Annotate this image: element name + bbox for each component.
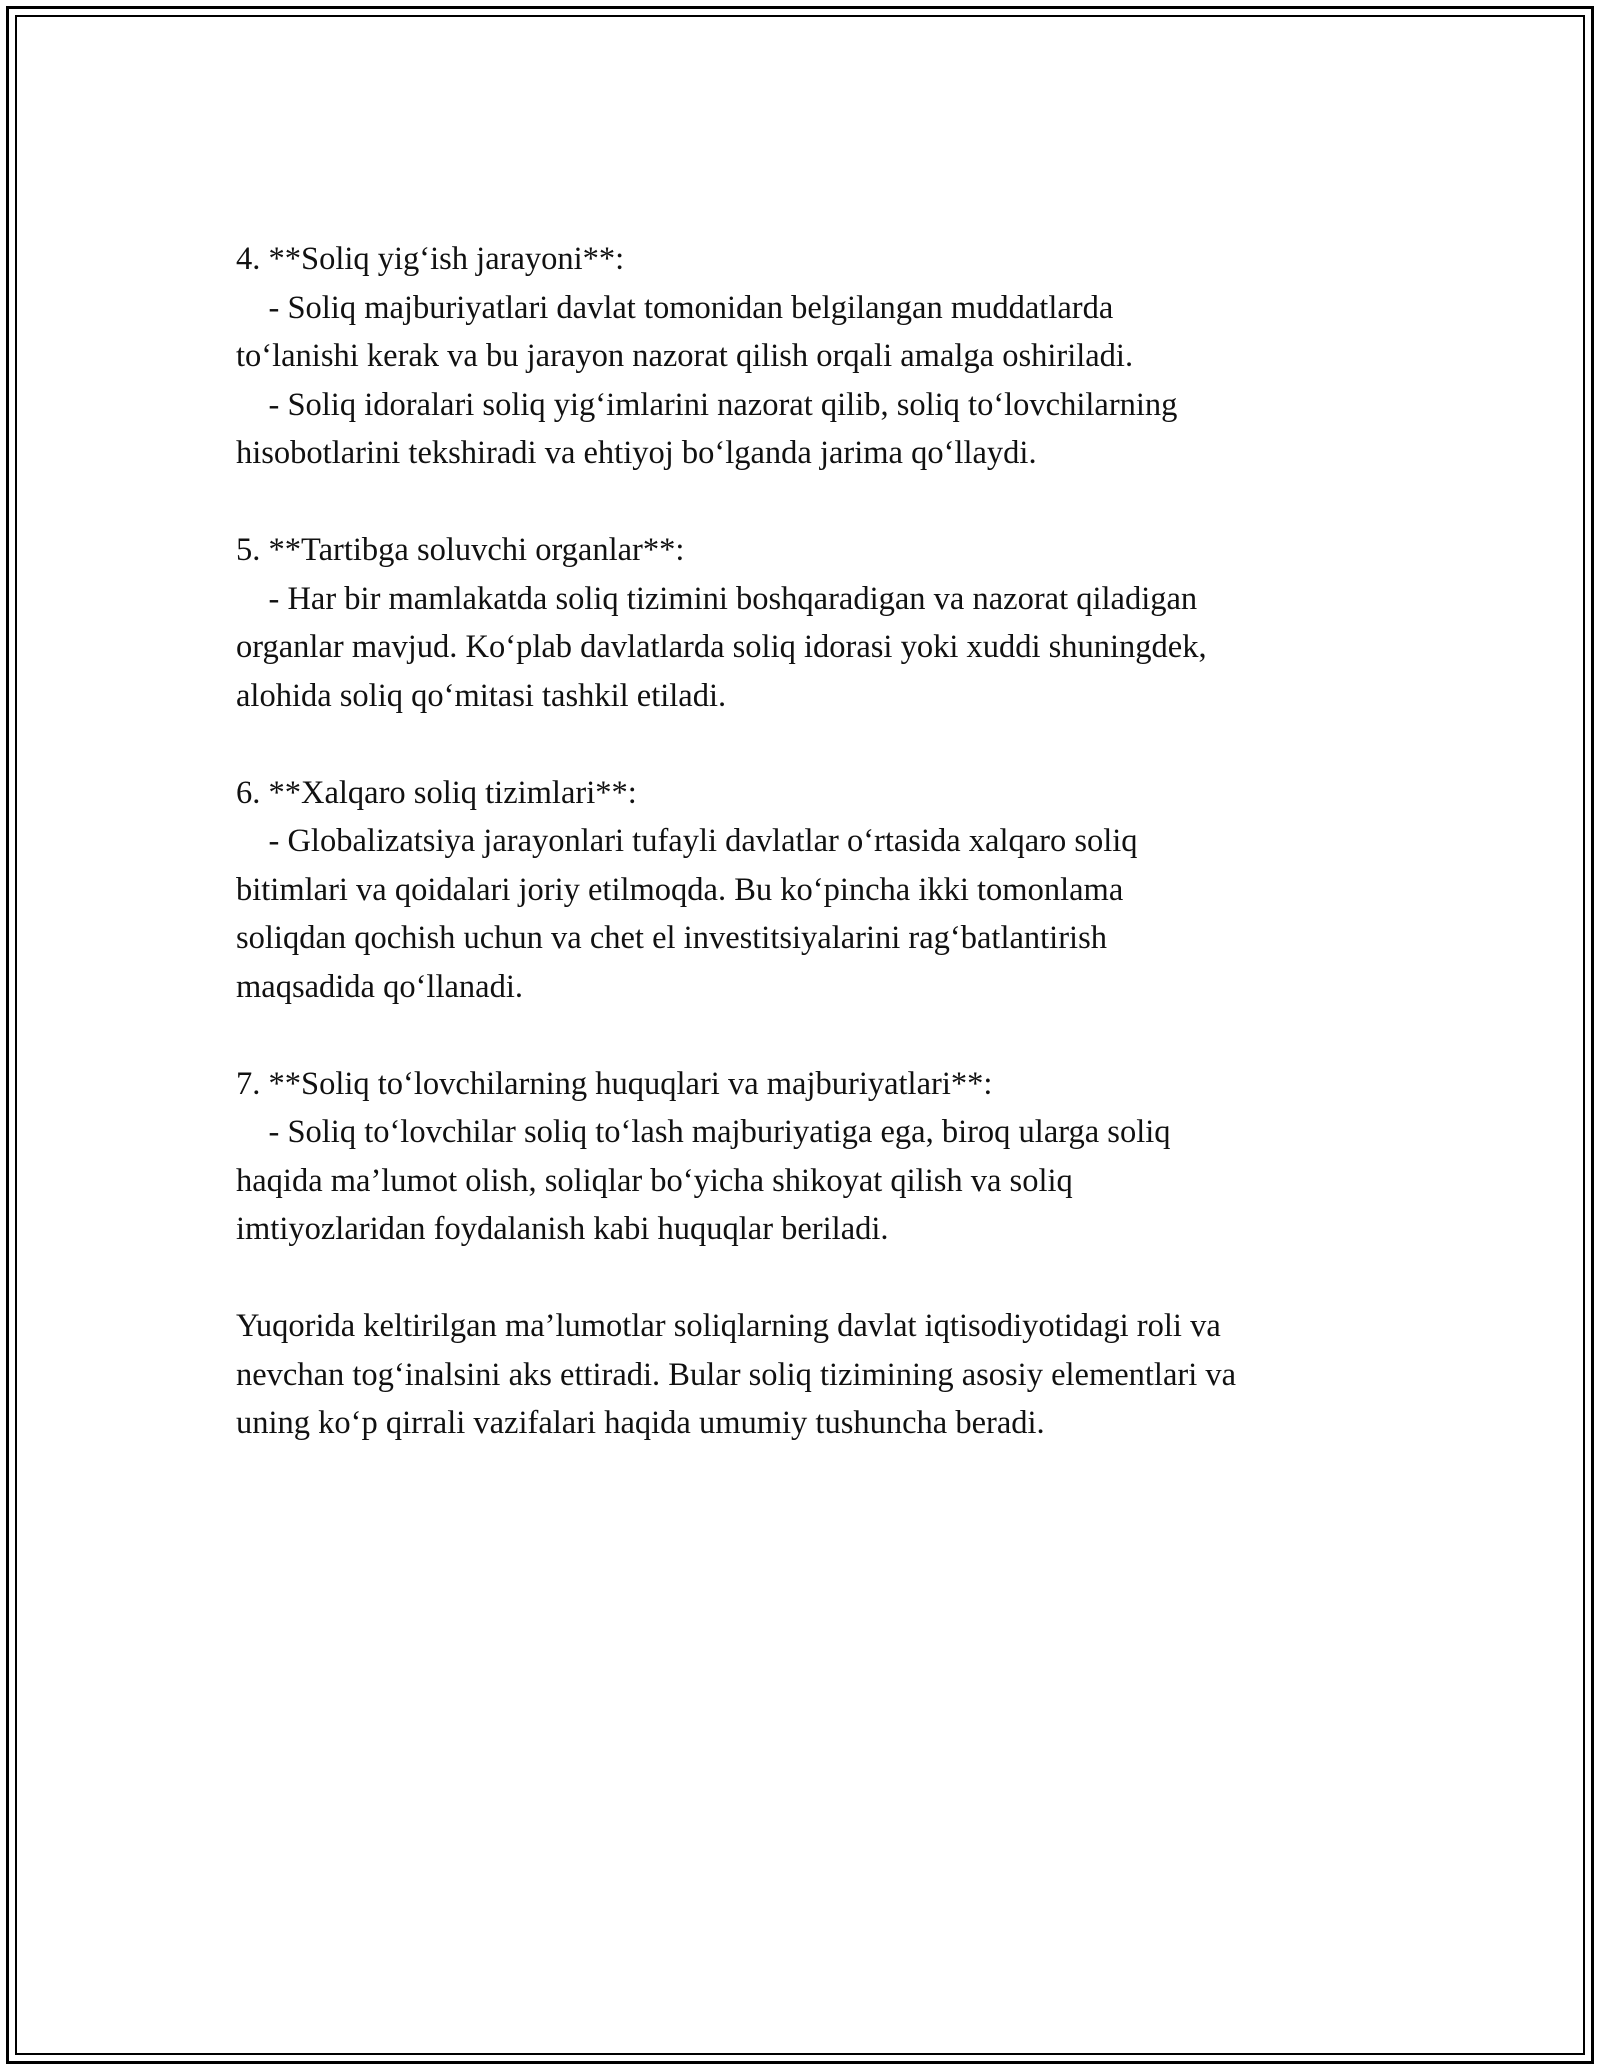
paragraph-line: nevchan tog‘inalsini aks ettiradi. Bular soliq tizimining asosiy elementlari va <box>236 1356 1237 1393</box>
paragraph-line: organlar mavjud. Ko‘plab davlatlarda soliq idorasi yoki xuddi shuningdek, <box>236 629 1207 665</box>
section-tartibga-soluvchi-organlar <box>236 526 1376 720</box>
paragraph-line: hisobotlarini tekshiradi va ehtiyoj bo‘lganda jarima qo‘llaydi. <box>236 435 1037 471</box>
section-heading: 7. **Soliq to‘lovchilarning huquqlari va majburiyatlari**: <box>236 1065 993 1102</box>
paragraph-line: - Soliq idoralari soliq yig‘imlarini nazorat qilib, soliq to‘lovchilarning <box>236 386 1178 423</box>
section-xalqaro-soliq-tizimlari <box>236 769 1376 1012</box>
paragraph-line: - Globalizatsiya jarayonlari tufayli davlatlar o‘rtasida xalqaro soliq <box>236 823 1138 859</box>
paragraph-line: to‘lanishi kerak va bu jarayon nazorat qilish orqali amalga oshiriladi. <box>236 338 1134 374</box>
paragraph-line: Yuqorida keltirilgan ma’lumotlar soliqlarning davlat iqtisodiyotidagi roli va <box>236 1308 1221 1344</box>
paragraph-line: - Har bir mamlakatda soliq tizimini boshqaradigan va nazorat qiladigan <box>236 580 1198 617</box>
paragraph-line: bitimlari va qoidalari joriy etilmoqda. Bu ko‘pincha ikki tomonlama <box>236 871 1124 908</box>
document-body <box>236 235 1376 1496</box>
paragraph-line: - Soliq to‘lovchilar soliq to‘lash majburiyatiga ega, biroq ularga soliq <box>236 1114 1171 1150</box>
paragraph-line: - Soliq majburiyatlari davlat tomonidan belgilangan muddatlarda <box>236 289 1114 326</box>
section-soliq-tolovchilar-huquqlari <box>236 1060 1376 1254</box>
section-heading: 4. **Soliq yig‘ish jarayoni**: <box>236 241 625 277</box>
section-conclusion <box>236 1302 1376 1448</box>
paragraph-line: haqida ma’lumot olish, soliqlar bo‘yicha shikoyat qilish va soliq <box>236 1162 1073 1199</box>
section-soliq-yigish-jarayoni <box>236 235 1376 478</box>
paragraph-line: soliqdan qochish uchun va chet el investitsiyalarini rag‘batlantirish <box>236 920 1107 956</box>
section-heading: 5. **Tartibga soluvchi organlar**: <box>236 532 685 568</box>
paragraph-line: imtiyozlaridan foydalanish kabi huquqlar beriladi. <box>236 1211 889 1247</box>
section-heading: 6. **Xalqaro soliq tizimlari**: <box>236 774 637 811</box>
paragraph-line: uning ko‘p qirrali vazifalari haqida umumiy tushuncha beradi. <box>236 1405 1045 1441</box>
paragraph-line: alohida soliq qo‘mitasi tashkil etiladi. <box>236 677 727 714</box>
paragraph-line: maqsadida qo‘llanadi. <box>236 968 523 1005</box>
